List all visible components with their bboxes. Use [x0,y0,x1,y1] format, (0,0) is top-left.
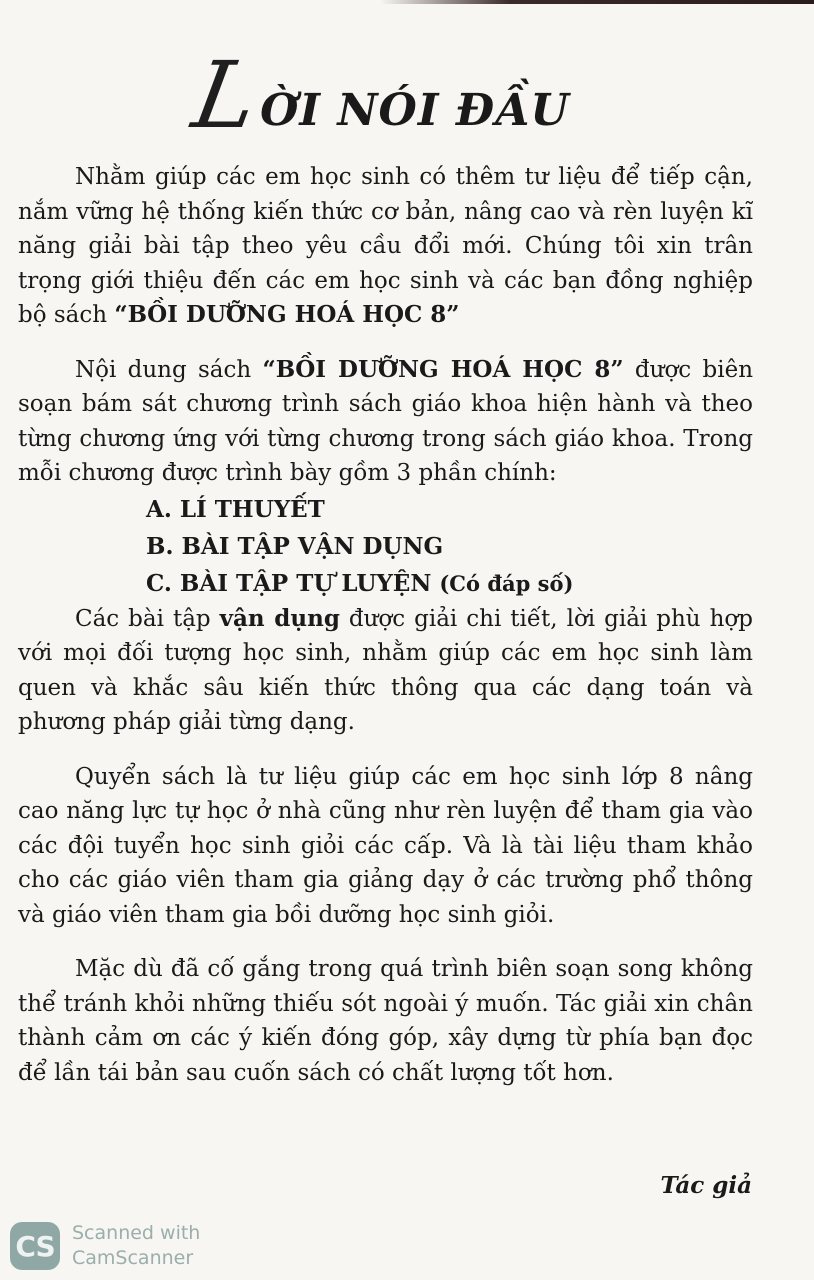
book-title-2: “BỒI DƯỠNG HOÁ HỌC 8” [262,355,624,383]
page-title [185,42,570,149]
paragraph-3 [18,602,753,740]
camscanner-logo-icon: CS [10,1222,60,1270]
title-rest: ỜI NÓI ĐẦU [260,85,570,136]
book-title-1: “BỒI DƯỠNG HOÁ HỌC 8” [114,301,460,328]
paragraph-5: Mặc dù đã cố gắng trong quá trình biên soạn song không thể tránh khỏi những thiếu sót ngoài ý muốn. Tác giải xin chân thành cảm ơn các ý kiến đóng góp, xây dựng từ phía bạn đọc để lần tái bản sau cuốn sách có chất lượng tốt hơn. [18,956,753,1086]
paragraph-2 [18,353,753,491]
foreword-body [18,160,753,1090]
section-a: A. LÍ THUYẾT [146,495,325,523]
section-list [18,491,753,602]
camscanner-watermark [72,1221,200,1271]
watermark-line-1: Scanned with [72,1222,201,1244]
author-signature: Tác giả [660,1172,752,1199]
paragraph-4: Quyển sách là tư liệu giúp các em học sinh lớp 8 nâng cao năng lực tự học ở nhà cũng như rèn luyện để tham gia vào các đội tuyển học sinh giỏi các cấp. Và là tài liệu tham khảo cho các giáo viên tham gia giảng dạy ở các trường phổ thông và giáo viên tham gia bồi dưỡng học sinh giỏi. [18,763,753,928]
paragraph-3-end: được giải chi tiết, lời giải phù hợp với mọi đối tượng học sinh, nhằm giúp các em học sinh làm quen và khắc sâu kiến thức thông qua các dạng toán và phương pháp giải từng dạng. [18,605,753,735]
paragraph-3-start: Các bài tập [75,605,220,632]
section-c [146,565,753,602]
paragraph-1 [18,160,753,333]
paragraph-1-text: Nhằm giúp các em học sinh có thêm tư liệu để tiếp cận, nắm vững hệ thống kiến thức cơ bản, nâng cao và rèn luyện kĩ năng giải bài tập theo yêu cầu đổi mới. Chúng tôi xin trân trọng giới thiệu đến các em học sinh và các bạn đồng nghiệp bộ sách [18,164,753,328]
paragraph-2-end: được biên soạn bám sát chương trình sách giáo khoa hiện hành và theo từng chương ứng với từng chương trong sách giáo khoa. Trong mỗi chương được trình bày gồm 3 phần chính: [18,356,754,486]
title-initial: L [185,42,266,149]
paragraph-2-start: Nội dung sách [75,356,263,383]
page-top-edge [380,0,814,4]
section-b: B. BÀI TẬP VẬN DỤNG [146,532,444,560]
watermark-line-2: CamScanner [72,1247,194,1269]
section-c-label: C. BÀI TẬP TỰ LUYỆN [146,569,432,597]
section-c-note: (Có đáp số) [439,570,574,596]
paragraph-3-bold: vận dụng [219,604,340,632]
